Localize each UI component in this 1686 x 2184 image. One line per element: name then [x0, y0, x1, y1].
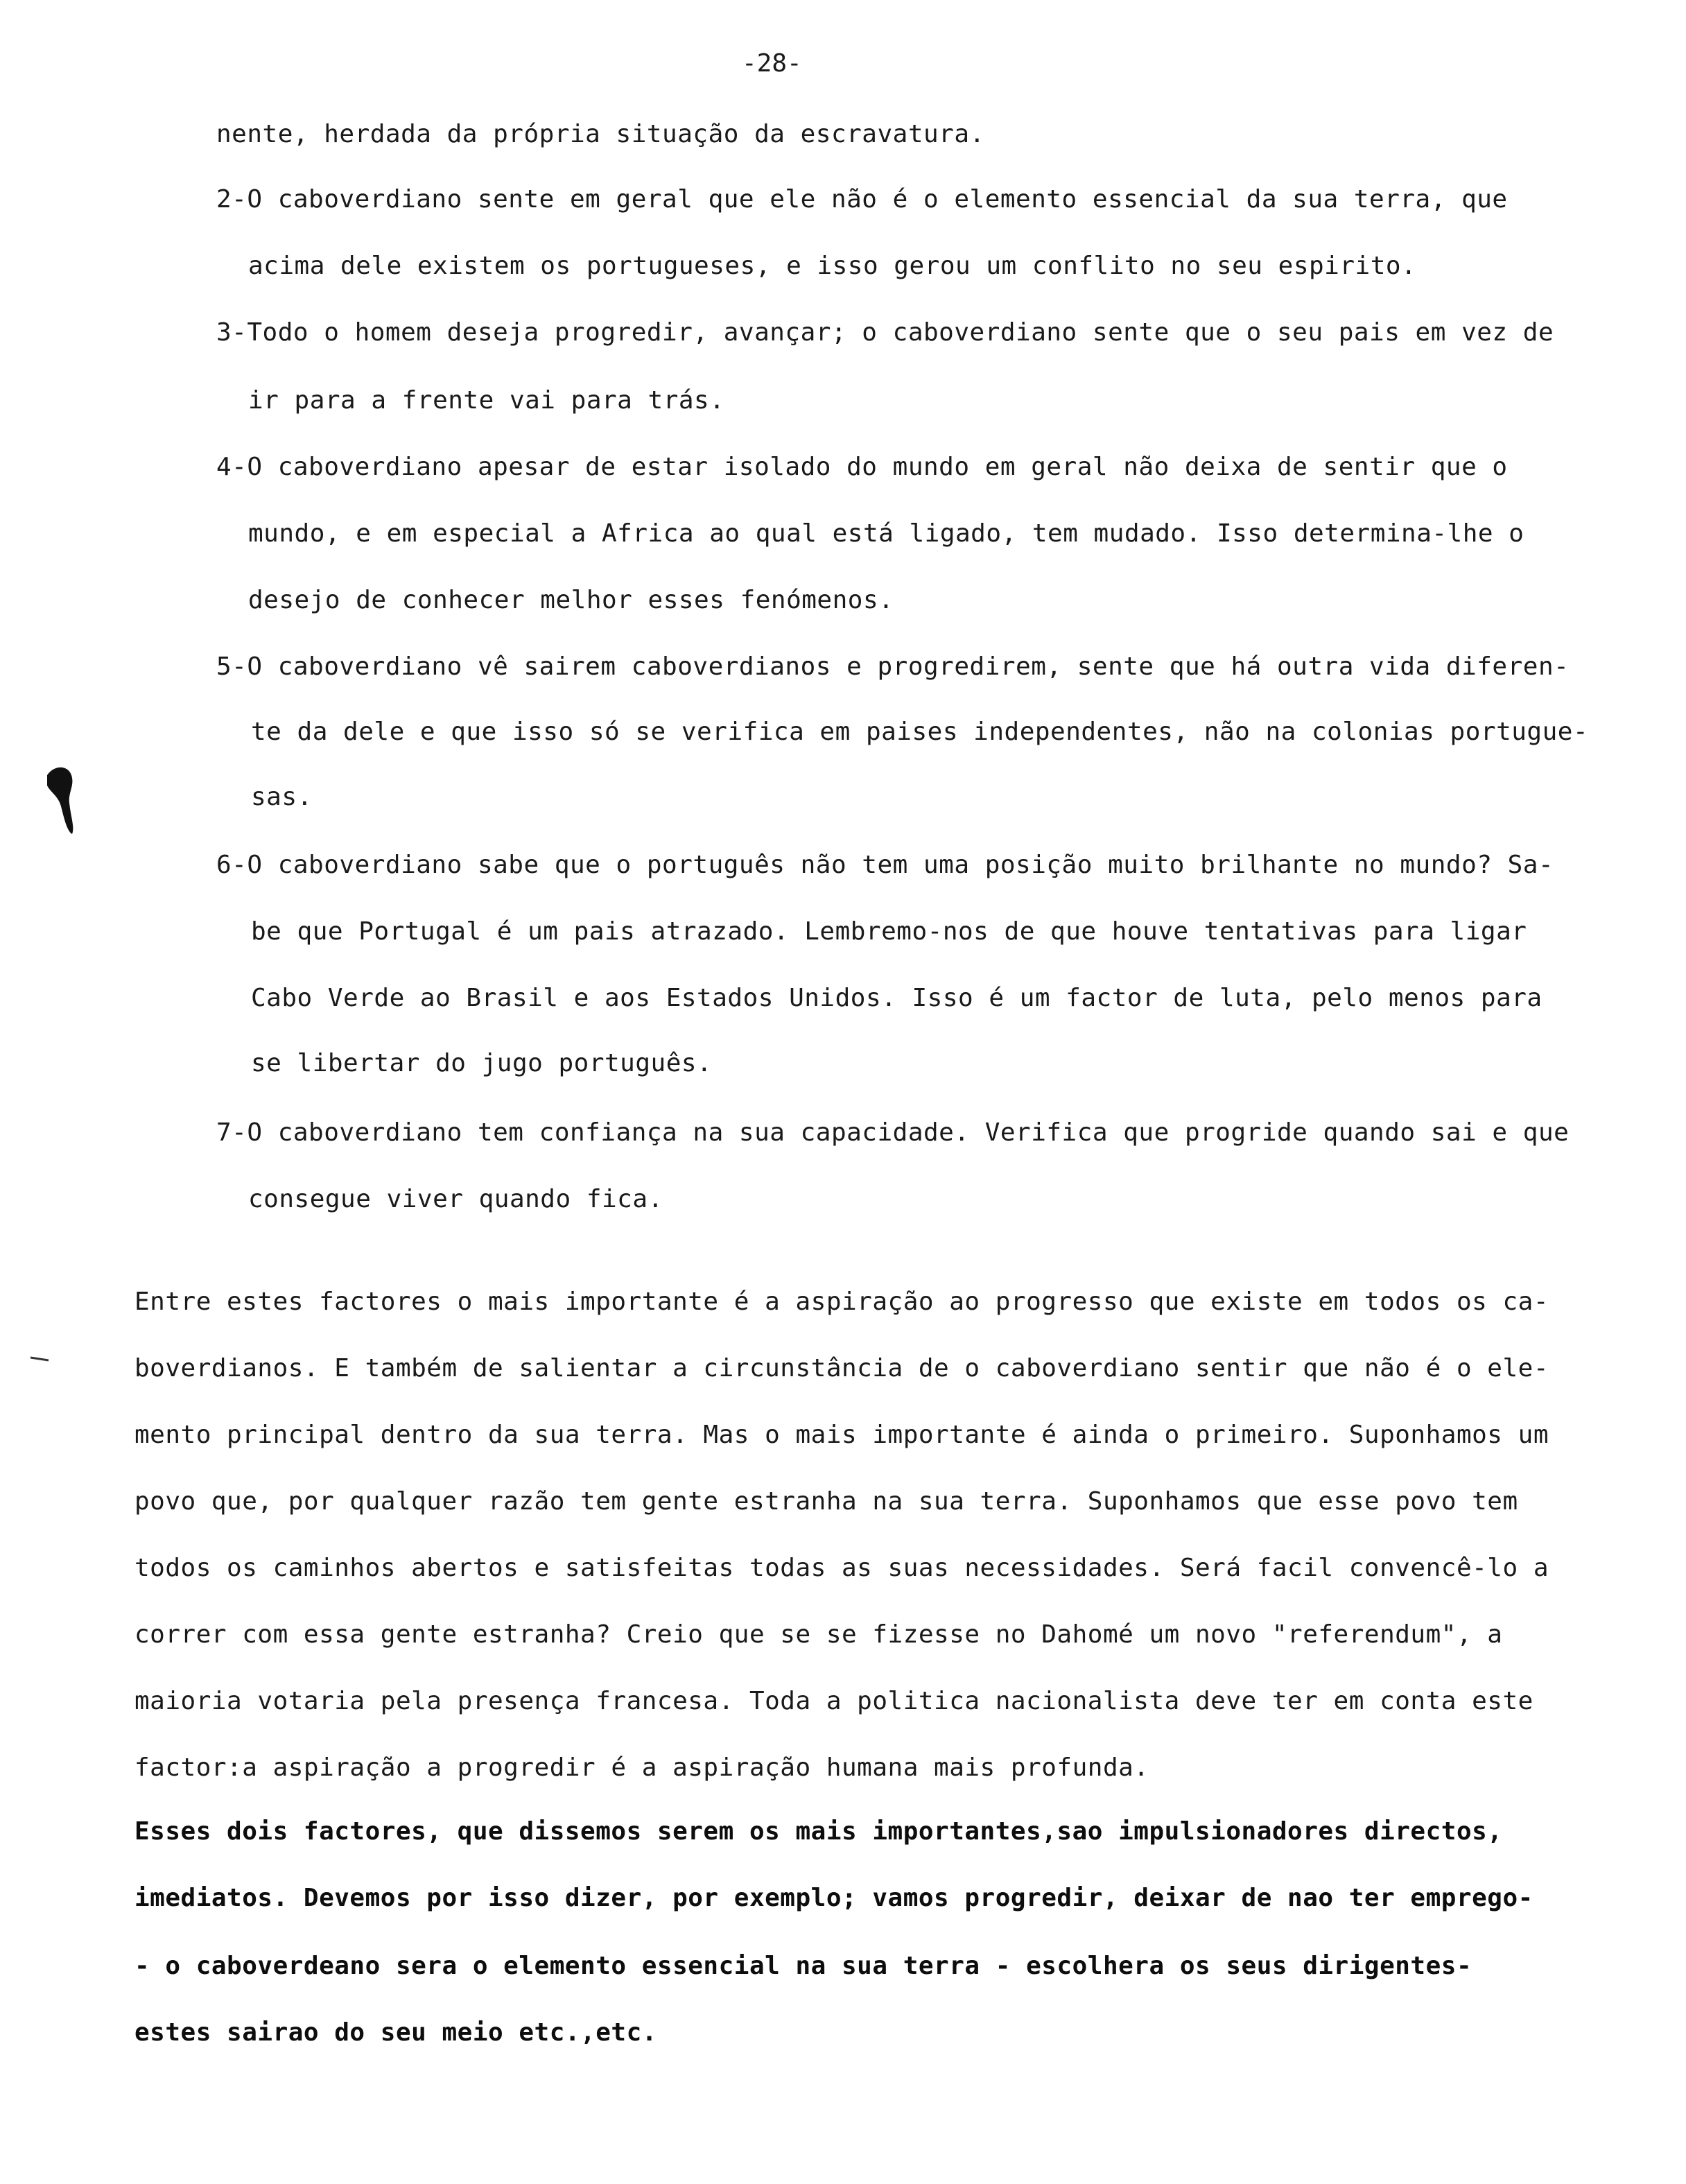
- list-line: te da dele e que isso só se verifica em paises independentes, não na colonias portugue-: [251, 718, 1589, 746]
- list-line: desejo de conhecer melhor esses fenómenos.: [248, 586, 894, 614]
- page-number: -28-: [742, 49, 802, 78]
- bold-paragraph-line: imediatos. Devemos por isso dizer, por exemplo; vamos progredir, deixar de nao ter emprego-: [134, 1884, 1533, 1912]
- margin-dash-mark: [28, 1352, 55, 1366]
- list-line: 5-O caboverdiano vê sairem caboverdianos e progredirem, sente que há outra vida diferen-: [216, 652, 1570, 681]
- list-line: be que Portugal é um pais atrazado. Lembremo-nos de que houve tentativas para ligar: [251, 917, 1527, 946]
- list-line: se libertar do jugo português.: [251, 1049, 713, 1077]
- paragraph-line: Entre estes factores o mais importante é a aspiração ao progresso que existe em todos os ca-: [134, 1288, 1549, 1316]
- paragraph-line: correr com essa gente estranha? Creio que se se fizesse no Dahomé um novo "referendum", a: [134, 1620, 1503, 1649]
- list-line: nente, herdada da própria situação da escravatura.: [216, 120, 985, 148]
- list-line: 6-O caboverdiano sabe que o português não tem uma posição muito brilhante no mundo? Sa-: [216, 851, 1554, 879]
- bold-paragraph-line: estes sairao do seu meio etc.,etc.: [134, 2018, 657, 2047]
- list-line: 3-Todo o homem deseja progredir, avançar; o caboverdiano sente que o seu pais em vez de: [216, 318, 1554, 347]
- list-line: sas.: [251, 783, 313, 811]
- paragraph-line: todos os caminhos abertos e satisfeitas todas as suas necessidades. Será facil convencê-lo a: [134, 1554, 1549, 1582]
- list-line: 2-O caboverdiano sente em geral que ele não é o elemento essencial da sua terra, que: [216, 185, 1508, 214]
- list-line: Cabo Verde ao Brasil e aos Estados Unidos. Isso é um factor de luta, pelo menos para: [251, 984, 1542, 1012]
- paragraph-line: boverdianos. E também de salientar a circunstância de o caboverdiano sentir que não é o ele-: [134, 1354, 1549, 1383]
- list-line: ir para a frente vai para trás.: [248, 386, 725, 415]
- list-line: 7-O caboverdiano tem confiança na sua capacidade. Verifica que progride quando sai e que: [216, 1118, 1570, 1147]
- list-line: acima dele existem os portugueses, e isso gerou um conflito no seu espirito.: [248, 252, 1417, 280]
- paragraph-line: povo que, por qualquer razão tem gente estranha na sua terra. Suponhamos que esse povo tem: [134, 1487, 1518, 1516]
- list-line: mundo, e em especial a Africa ao qual está ligado, tem mudado. Isso determina-lhe o: [248, 519, 1524, 548]
- ink-blot-mark: [40, 761, 82, 838]
- bold-paragraph-line: - o caboverdeano sera o elemento essencial na sua terra - escolhera os seus dirigentes-: [134, 1952, 1472, 1980]
- bold-paragraph-line: Esses dois factores, que dissemos serem os mais importantes,sao impulsionadores directos,: [134, 1817, 1503, 1846]
- paragraph-line: factor:a aspiração a progredir é a aspiração humana mais profunda.: [134, 1753, 1149, 1782]
- paragraph-line: mento principal dentro da sua terra. Mas o mais importante é ainda o primeiro. Suponhamos um: [134, 1421, 1549, 1449]
- list-line: 4-O caboverdiano apesar de estar isolado do mundo em geral não deixa de sentir que o: [216, 453, 1508, 481]
- list-line: consegue viver quando fica.: [248, 1185, 663, 1213]
- paragraph-line: maioria votaria pela presença francesa. Toda a politica nacionalista deve ter em conta este: [134, 1687, 1533, 1715]
